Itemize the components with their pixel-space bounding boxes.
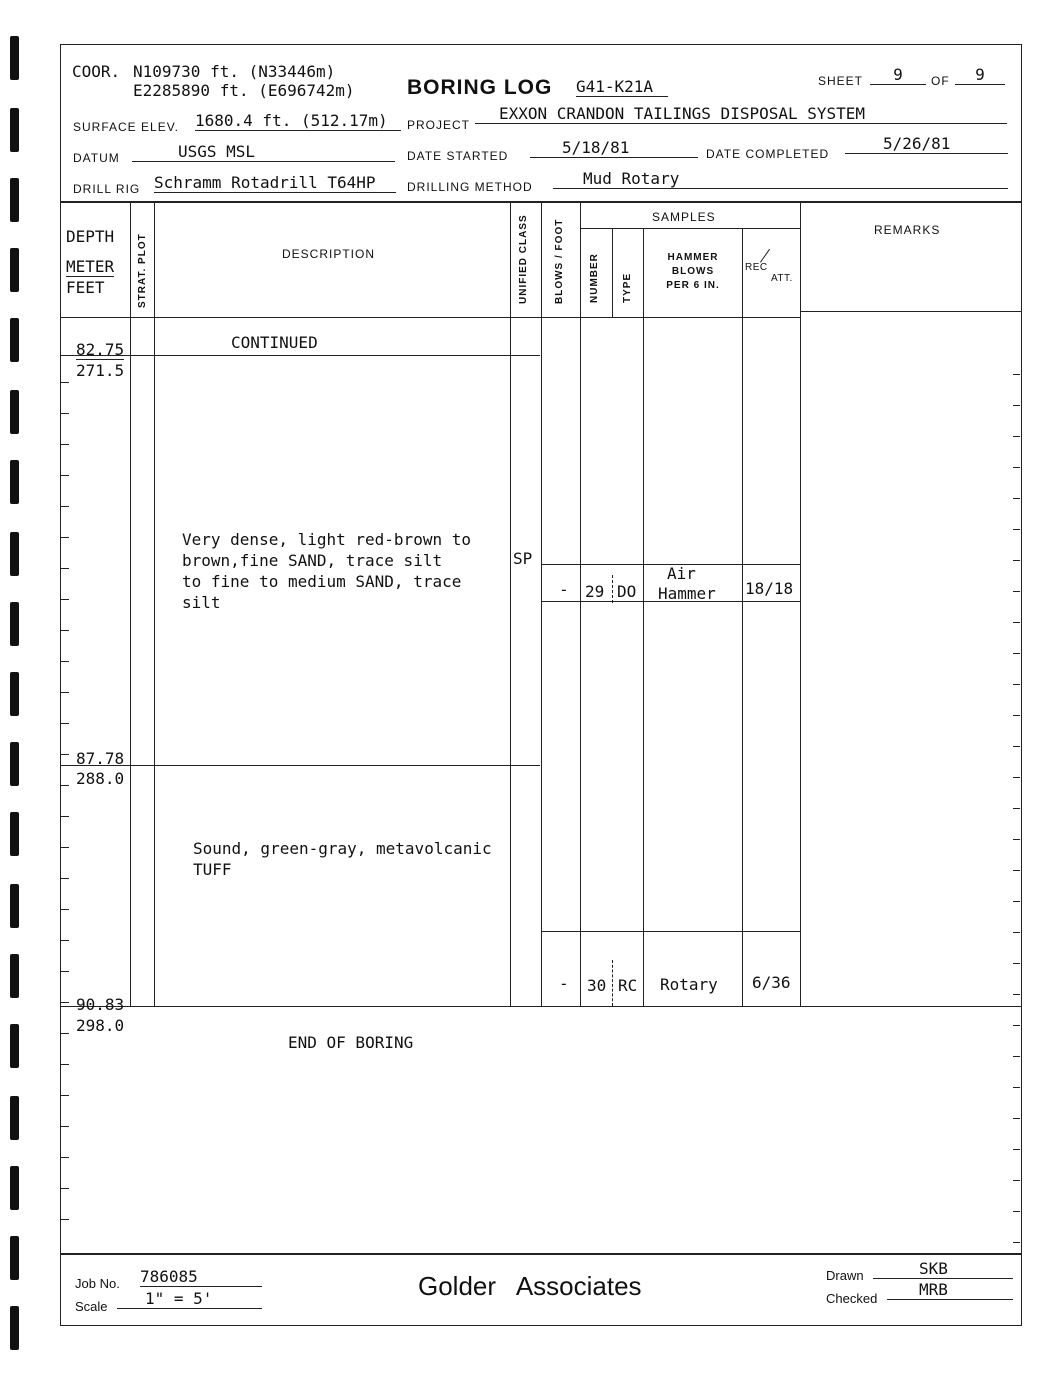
- depth-meter-2: 87.78: [76, 749, 125, 768]
- surface-elev-value: 1680.4 ft. (512.17m): [195, 112, 401, 131]
- col-hammer-label: [644, 251, 742, 293]
- scale-tick: [1013, 1180, 1020, 1181]
- company-name: Golder Associates: [418, 1271, 642, 1301]
- drawn-label: Drawn: [826, 1268, 864, 1283]
- sample-blows: -: [559, 580, 569, 599]
- sample-number: 29: [585, 582, 605, 601]
- sample-blows: -: [559, 974, 569, 993]
- drill-rig-label: DRILL RIG: [73, 182, 141, 196]
- scale-tick: [1013, 684, 1020, 685]
- date-started-value: 5/18/81: [530, 139, 698, 158]
- job-label: Job No.: [75, 1276, 120, 1291]
- scale-tick: [61, 537, 69, 538]
- scale-tick: [61, 1126, 69, 1127]
- sample-number: 30: [587, 976, 607, 995]
- scale-tick: [1013, 653, 1020, 654]
- scale-tick: [1013, 622, 1020, 623]
- col-hammer-label-3: PER 6 IN.: [666, 280, 720, 291]
- coor-east: E2285890 ft. (E696742m): [133, 81, 355, 100]
- scale-tick: [61, 444, 69, 445]
- scale-tick: [1013, 1118, 1020, 1119]
- punch-hole: [10, 812, 19, 856]
- punch-hole: [10, 460, 19, 504]
- scale-tick: [61, 382, 69, 383]
- scale-tick: [1013, 467, 1020, 468]
- sheet-total: 9: [955, 66, 1005, 85]
- scale-tick: [1013, 1025, 1020, 1026]
- sample-hammer-line-2: Hammer: [658, 584, 716, 603]
- scale-tick: [61, 940, 69, 941]
- of-label: OF: [931, 74, 950, 88]
- scale-tick: [61, 1157, 69, 1158]
- col-depth-label: DEPTH: [66, 227, 115, 246]
- scale-tick: [1013, 901, 1020, 902]
- drill-rig-value: Schramm Rotadrill T64HP: [154, 174, 396, 193]
- punch-hole: [10, 318, 19, 362]
- scale-tick: [61, 909, 69, 910]
- scale-tick: [1013, 374, 1020, 375]
- scale-tick: [1013, 715, 1020, 716]
- stratum-boundary: [60, 765, 540, 766]
- scale-tick: [1013, 808, 1020, 809]
- continued-dash: [203, 355, 439, 356]
- stratum-1-description: Very dense, light red-brown to brown,fine SAND, trace silt to fine to medium SAND, trace silt: [182, 530, 471, 612]
- punch-hole: [10, 532, 19, 576]
- scale-tick: [61, 785, 69, 786]
- scale-tick: [61, 692, 69, 693]
- sample-divider: [612, 575, 613, 603]
- scale-tick: [61, 847, 69, 848]
- scale-tick: [1013, 1056, 1020, 1057]
- end-of-boring: END OF BORING: [288, 1033, 414, 1052]
- col-meter-label: METER: [66, 257, 115, 276]
- boring-id: G41-K21A: [576, 78, 668, 97]
- col-number-right: [612, 228, 613, 318]
- scale-tick: [1013, 591, 1020, 592]
- depth-meter-1: 82.75: [76, 340, 125, 359]
- punch-hole: [10, 954, 19, 998]
- scale-tick: [1013, 839, 1020, 840]
- col-hammer-right: [742, 228, 743, 1007]
- col-type-label: TYPE: [622, 272, 633, 303]
- date-started-label: DATE STARTED: [407, 149, 509, 163]
- scale-tick: [61, 413, 69, 414]
- scale-tick: [61, 599, 69, 600]
- scale-tick: [1013, 560, 1020, 561]
- depth-meter-3: 90.83: [76, 995, 125, 1014]
- scale-tick: [61, 816, 69, 817]
- col-strat-label: STRAT. PLOT: [137, 233, 148, 308]
- punch-hole: [10, 1024, 19, 1068]
- job-number: 786085: [140, 1268, 262, 1287]
- scale-tick: [1013, 870, 1020, 871]
- punch-hole: [10, 672, 19, 716]
- scale-tick: [61, 475, 69, 476]
- scale-value: 1" = 5': [117, 1290, 262, 1309]
- page-title: BORING LOG: [407, 76, 553, 99]
- scale-tick: [1013, 498, 1020, 499]
- sheet-number: 9: [870, 66, 926, 85]
- scale-tick: [1013, 932, 1020, 933]
- date-completed-value: 5/26/81: [845, 135, 1008, 154]
- scale-tick: [61, 1033, 69, 1034]
- datum-label: DATUM: [73, 151, 120, 165]
- sample-rec-att: 18/18: [745, 579, 794, 598]
- punch-hole: [10, 1306, 19, 1350]
- column-header-bottom: [60, 317, 800, 318]
- sample-type: RC: [618, 976, 638, 995]
- sample-type: DO: [617, 582, 637, 601]
- punch-hole: [10, 884, 19, 928]
- checked-value: MRB: [887, 1281, 1013, 1300]
- depth-feet-2: 288.0: [76, 769, 125, 788]
- col-class-right: [541, 201, 542, 1007]
- sample-rec-att: 6/36: [752, 973, 791, 992]
- remarks-header-bottom: [800, 311, 1022, 312]
- scale-label: Scale: [75, 1299, 108, 1314]
- scale-tick: [61, 723, 69, 724]
- punch-hole: [10, 178, 19, 222]
- scale-tick: [1013, 1242, 1020, 1243]
- scale-tick: [61, 1002, 69, 1003]
- scale-tick: [1013, 1149, 1020, 1150]
- scale-tick: [61, 1219, 69, 1220]
- scale-tick: [1013, 746, 1020, 747]
- punch-hole: [10, 36, 19, 80]
- scale-tick: [1013, 529, 1020, 530]
- col-remarks-label: REMARKS: [874, 223, 941, 237]
- col-att-label: ATT.: [771, 273, 793, 284]
- drilling-method-value: Mud Rotary: [553, 170, 1008, 189]
- continued-label: CONTINUED: [231, 333, 318, 352]
- scale-tick: [61, 506, 69, 507]
- boring-end-line: [60, 1006, 1022, 1007]
- punch-hole: [10, 1236, 19, 1280]
- drilling-method-label: DRILLING METHOD: [407, 180, 533, 194]
- scale-tick: [61, 1095, 69, 1096]
- col-depth-right: [130, 201, 131, 1007]
- scale-tick: [61, 1064, 69, 1065]
- col-rec-right: [800, 201, 801, 1007]
- col-description-label: DESCRIPTION: [282, 247, 376, 261]
- punch-hole: [10, 390, 19, 434]
- scale-tick: [61, 661, 69, 662]
- surface-elev-label: SURFACE ELEV.: [73, 120, 179, 134]
- scale-tick: [61, 971, 69, 972]
- sample-divider: [612, 960, 613, 1006]
- col-blows-foot-label: BLOWS / FOOT: [554, 218, 565, 304]
- punch-hole: [10, 248, 19, 292]
- scale-tick: [1013, 1211, 1020, 1212]
- punch-hole: [10, 602, 19, 646]
- col-feet-label: FEET: [66, 278, 105, 297]
- sample-hammer-line-1: Rotary: [660, 975, 718, 994]
- scale-tick: [61, 630, 69, 631]
- scale-tick: [61, 568, 69, 569]
- scale-tick: [1013, 994, 1020, 995]
- scale-tick: [1013, 777, 1020, 778]
- punch-hole: [10, 742, 19, 786]
- col-desc-right: [510, 201, 511, 1007]
- col-hammer-label-1: HAMMER: [667, 252, 719, 263]
- stratum-2-description: Sound, green-gray, metavolcanic TUFF: [193, 839, 492, 879]
- punch-hole: [10, 108, 19, 152]
- scale-tick: [61, 878, 69, 879]
- col-strat-right: [154, 201, 155, 1007]
- stratum-1-class: SP: [513, 549, 533, 568]
- col-type-right: [643, 228, 644, 1007]
- checked-label: Checked: [826, 1291, 878, 1306]
- coor-north: N109730 ft. (N33446m): [133, 62, 336, 81]
- datum-value: USGS MSL: [132, 143, 395, 162]
- date-completed-label: DATE COMPLETED: [706, 147, 830, 161]
- scale-tick: [1013, 1087, 1020, 1088]
- scale-tick: [1013, 963, 1020, 964]
- punch-hole: [10, 1096, 19, 1140]
- depth-feet-1: 271.5: [76, 361, 125, 380]
- col-number-label: NUMBER: [589, 253, 600, 303]
- sheet-label: SHEET: [818, 74, 864, 88]
- project-value: EXXON CRANDON TAILINGS DISPOSAL SYSTEM: [475, 105, 1007, 124]
- scale-tick: [1013, 436, 1020, 437]
- col-hammer-label-2: BLOWS: [671, 266, 715, 277]
- sample-hammer-line-1: Air: [667, 564, 696, 583]
- drawn-value: SKB: [873, 1260, 1013, 1279]
- coor-label: COOR.: [72, 62, 121, 81]
- project-label: PROJECT: [407, 118, 471, 132]
- col-rec-label: REC: [745, 262, 768, 273]
- scale-tick: [1013, 405, 1020, 406]
- sample-row-top: [541, 931, 800, 932]
- col-samples-label: SAMPLES: [652, 210, 716, 224]
- scale-tick: [61, 1188, 69, 1189]
- footer-divider: [60, 1253, 1022, 1255]
- col-blows-right: [580, 201, 581, 1007]
- col-unified-class-label: UNIFIED CLASS: [518, 214, 529, 304]
- punch-hole: [10, 1166, 19, 1210]
- depth-feet-3: 298.0: [76, 1016, 125, 1035]
- scale-tick: [61, 754, 69, 755]
